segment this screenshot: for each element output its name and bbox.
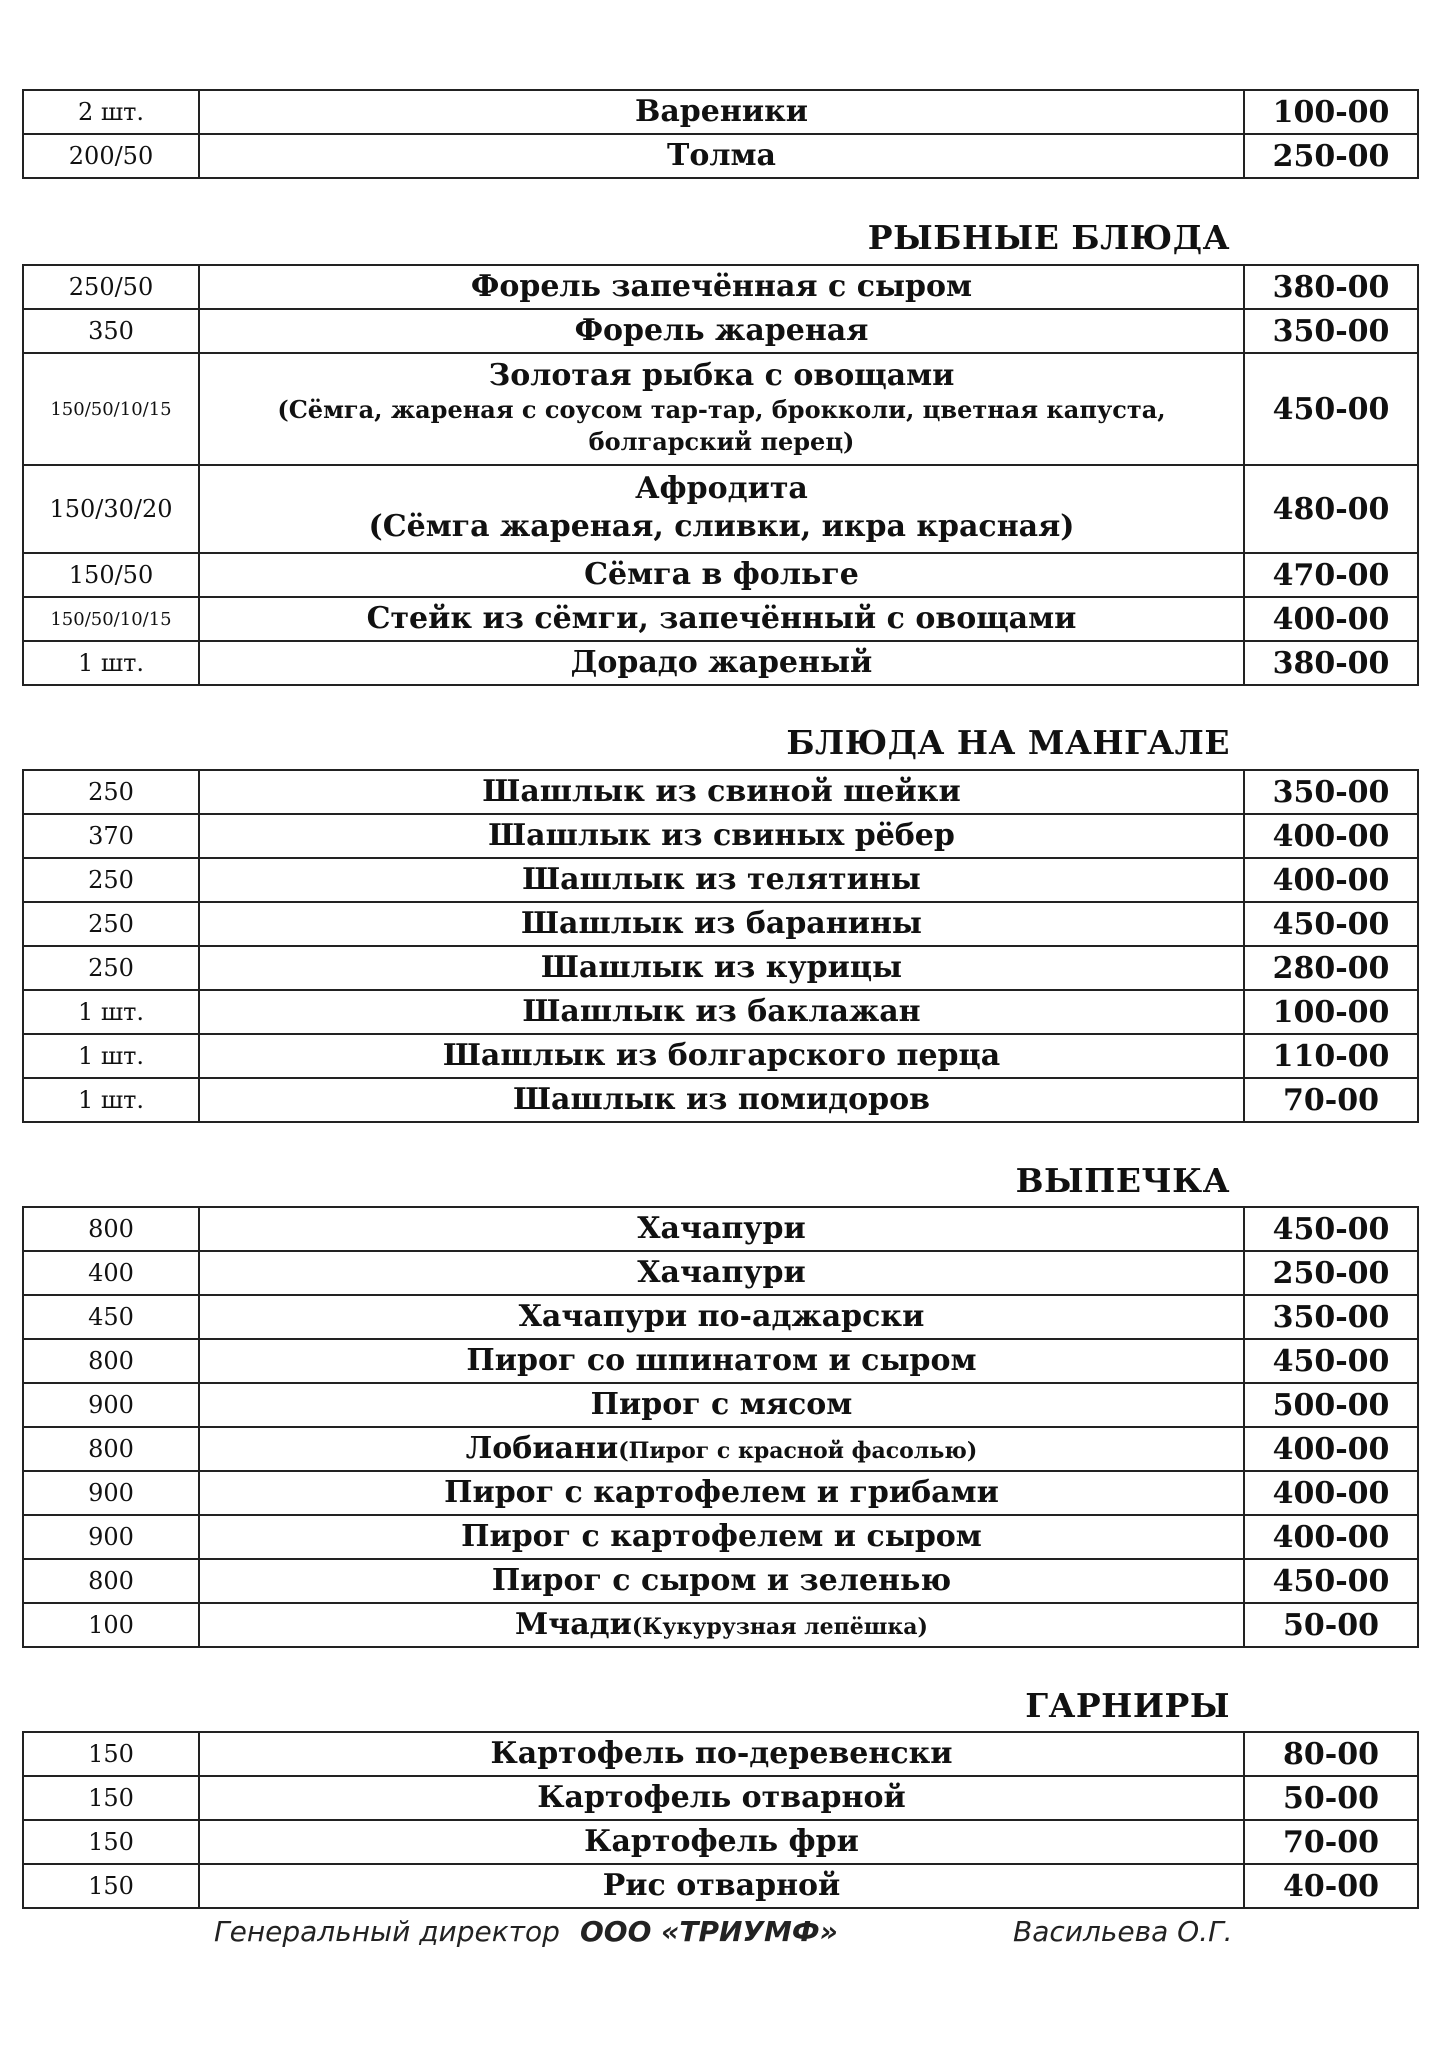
item-weight: 450 [23,1295,199,1339]
item-name: Картофель фри [199,1820,1244,1864]
item-name: Шашлык из курицы [199,946,1244,990]
pastry-menu-table [22,1206,1419,1648]
section-title-sides: ГАРНИРЫ [1025,1686,1230,1725]
item-price: 70-00 [1244,1820,1418,1864]
table-row [23,90,1418,134]
table-row [23,1559,1418,1603]
item-weight: 370 [23,814,199,858]
item-price: 470-00 [1244,553,1418,597]
item-name: Золотая рыбка с овощами [488,358,955,394]
item-description: (Сёмга жареная, сливки, икра красная) [368,508,1075,544]
item-price: 400-00 [1244,1515,1418,1559]
signer-name: Васильева О.Г. [1013,1915,1233,1948]
item-price: 250-00 [1244,1251,1418,1295]
item-price: 480-00 [1244,465,1418,553]
item-price: 400-00 [1244,858,1418,902]
item-name: Пирог с мясом [199,1383,1244,1427]
item-price: 450-00 [1244,353,1418,465]
table-row [23,1339,1418,1383]
item-name: Пирог с картофелем и грибами [199,1471,1244,1515]
item-weight: 150/50/10/15 [23,353,199,465]
top-menu-table [22,89,1419,179]
item-price: 350-00 [1244,1295,1418,1339]
item-weight: 150/50 [23,553,199,597]
item-weight: 100 [23,1603,199,1647]
section-title-pastry: ВЫПЕЧКА [1015,1161,1230,1200]
item-weight: 1 шт. [23,641,199,685]
table-row [23,134,1418,178]
item-weight: 800 [23,1559,199,1603]
item-price: 450-00 [1244,1559,1418,1603]
item-name-cell [199,1427,1244,1471]
table-row [23,1515,1418,1559]
item-price: 400-00 [1244,814,1418,858]
table-row [23,1820,1418,1864]
section-title-fish: РЫБНЫЕ БЛЮДА [867,218,1230,257]
item-name: Форель запечённая с сыром [199,265,1244,309]
item-name-cell [199,353,1244,465]
item-weight: 900 [23,1515,199,1559]
item-weight: 250/50 [23,265,199,309]
item-weight: 800 [23,1339,199,1383]
item-price: 500-00 [1244,1383,1418,1427]
item-price: 250-00 [1244,134,1418,178]
item-weight: 250 [23,770,199,814]
item-note: (Пирог с красной фасолью) [618,1437,978,1464]
item-name: Картофель по-деревенски [199,1732,1244,1776]
item-name-cell [199,465,1244,553]
item-name: Шашлык из помидоров [199,1078,1244,1122]
item-name: Пирог с сыром и зеленью [199,1559,1244,1603]
item-name: Шашлык из свиной шейки [199,770,1244,814]
item-price: 450-00 [1244,902,1418,946]
table-row [23,265,1418,309]
item-weight: 800 [23,1427,199,1471]
item-note: (Кукурузная лепёшка) [631,1613,928,1640]
item-price: 350-00 [1244,309,1418,353]
item-weight: 250 [23,902,199,946]
item-name: Афродита [635,471,808,507]
table-row [23,1732,1418,1776]
item-name: Шашлык из баклажан [199,990,1244,1034]
table-row [23,1034,1418,1078]
item-price: 100-00 [1244,90,1418,134]
table-row [23,353,1418,465]
table-row [23,1251,1418,1295]
item-name: Картофель отварной [199,1776,1244,1820]
item-name: Дорадо жареный [199,641,1244,685]
item-name: Рис отварной [199,1864,1244,1908]
item-name: Шашлык из свиных рёбер [199,814,1244,858]
item-weight: 1 шт. [23,990,199,1034]
item-weight: 200/50 [23,134,199,178]
item-price: 110-00 [1244,1034,1418,1078]
item-price: 50-00 [1244,1776,1418,1820]
table-row [23,1427,1418,1471]
item-name: Хачапури [199,1207,1244,1251]
director-role: Генеральный директор [214,1915,560,1948]
table-row [23,1207,1418,1251]
item-price: 70-00 [1244,1078,1418,1122]
item-price: 80-00 [1244,1732,1418,1776]
company-name: ООО «ТРИУМФ» [580,1915,838,1948]
item-name: Пирог с картофелем и сыром [199,1515,1244,1559]
item-weight: 800 [23,1207,199,1251]
item-weight: 1 шт. [23,1034,199,1078]
item-name: Шашлык из телятины [199,858,1244,902]
item-weight: 2 шт. [23,90,199,134]
item-price: 380-00 [1244,265,1418,309]
item-weight: 400 [23,1251,199,1295]
grill-menu-table [22,769,1419,1123]
item-price: 100-00 [1244,990,1418,1034]
item-price: 450-00 [1244,1207,1418,1251]
item-price: 40-00 [1244,1864,1418,1908]
item-description: (Сёмга, жареная с соусом тар-тар, брокколи, цветная капуста, болгарский перец) [277,394,1166,457]
table-row [23,597,1418,641]
item-weight: 900 [23,1471,199,1515]
item-price: 380-00 [1244,641,1418,685]
item-weight: 150 [23,1776,199,1820]
item-name: Шашлык из баранины [199,902,1244,946]
item-price: 400-00 [1244,1427,1418,1471]
item-price: 400-00 [1244,597,1418,641]
table-row [23,309,1418,353]
table-row [23,946,1418,990]
item-weight: 250 [23,858,199,902]
section-title-grill: БЛЮДА НА МАНГАЛЕ [786,723,1230,762]
item-name: Пирог со шпинатом и сыром [199,1339,1244,1383]
item-name: Стейк из сёмги, запечённый с овощами [199,597,1244,641]
signature-footer [0,1915,1448,1955]
item-weight: 150 [23,1820,199,1864]
item-price: 280-00 [1244,946,1418,990]
table-row [23,1471,1418,1515]
item-weight: 350 [23,309,199,353]
sides-menu-table [22,1731,1419,1909]
item-price: 50-00 [1244,1603,1418,1647]
table-row [23,990,1418,1034]
item-name: Шашлык из болгарского перца [199,1034,1244,1078]
item-price: 400-00 [1244,1471,1418,1515]
table-row [23,1603,1418,1647]
item-name: Мчади [515,1606,632,1642]
item-weight: 150/50/10/15 [23,597,199,641]
item-name: Хачапури [199,1251,1244,1295]
table-row [23,641,1418,685]
item-weight: 150/30/20 [23,465,199,553]
item-name: Хачапури по-аджарски [199,1295,1244,1339]
table-row [23,1864,1418,1908]
item-weight: 1 шт. [23,1078,199,1122]
table-row [23,1078,1418,1122]
fish-menu-table [22,264,1419,686]
item-name: Лобиани [465,1430,619,1466]
table-row [23,1776,1418,1820]
table-row [23,465,1418,553]
table-row [23,1383,1418,1427]
item-name: Сёмга в фольге [199,553,1244,597]
item-name-cell [199,1603,1244,1647]
item-name: Форель жареная [199,309,1244,353]
table-row [23,902,1418,946]
item-name: Вареники [199,90,1244,134]
item-price: 450-00 [1244,1339,1418,1383]
table-row [23,553,1418,597]
item-name: Толма [199,134,1244,178]
item-weight: 900 [23,1383,199,1427]
item-weight: 150 [23,1864,199,1908]
item-weight: 150 [23,1732,199,1776]
item-price: 350-00 [1244,770,1418,814]
item-weight: 250 [23,946,199,990]
table-row [23,1295,1418,1339]
table-row [23,814,1418,858]
table-row [23,858,1418,902]
table-row [23,770,1418,814]
